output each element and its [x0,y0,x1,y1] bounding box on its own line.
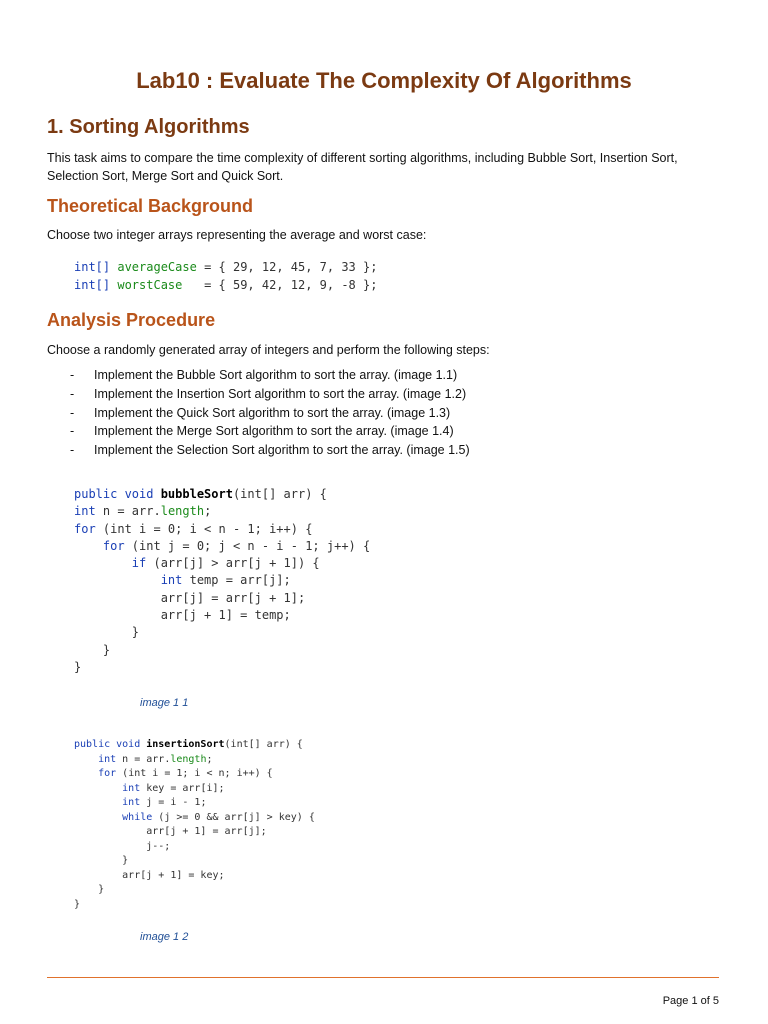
document-title: Lab10 : Evaluate The Complexity Of Algorithms [136,68,632,93]
procedure-heading: Analysis Procedure [47,310,216,330]
footer-divider [47,977,719,978]
page-number: Page 1 of 5 [662,995,719,1007]
code-line: } [74,642,111,657]
code-line [74,276,377,294]
code-text: (int[] arr) { [232,487,327,501]
code-keyword: if [74,556,147,571]
bullet-dash: - [70,443,75,458]
code-line [74,738,315,753]
code-function-name: insertionSort [146,739,225,750]
code-line [74,521,370,538]
code-keyword: for [74,521,96,536]
code-text: temp = arr[j]; [182,573,291,588]
code-line: } [74,855,129,866]
code-line [74,503,370,520]
code-line: arr[j + 1] = key; [74,869,225,881]
code-type: int[] [74,278,111,292]
theory-heading: Theoretical Background [47,196,254,216]
code-text: ; [204,504,212,519]
code-keyword: while [74,811,153,823]
code-text: (int j = 0; j < n - i - 1; j++) { [124,538,371,553]
code-type: int[] [74,260,111,274]
code-identifier: worstCase [117,278,183,292]
image-caption: image 1 2 [140,931,189,943]
code-text: ; [206,753,213,765]
step-text: Implement the Bubble Sort algorithm to sort the array. (image 1.1) [94,368,458,382]
code-text: n = arr. [95,504,161,519]
bullet-dash: - [70,368,75,382]
code-line: arr[j] = arr[j + 1]; [74,590,306,605]
code-function-name: bubbleSort [160,487,233,501]
step-text: Implement the Insertion Sort algorithm to sort the array. (image 1.2) [94,386,467,401]
step-text: Implement the Selection Sort algorithm to sort the array. (image 1.5) [94,443,470,458]
list-item [70,404,470,423]
code-keyword: public void [74,739,147,750]
array-declarations-code [74,258,377,294]
code-identifier: length [170,753,207,765]
theory-text: Choose two integer arrays representing the average and worst case: [47,228,427,242]
code-line [74,767,315,782]
code-values: = { 59, 42, 12, 9, -8 }; [182,278,378,292]
code-line [74,811,315,826]
code-line [74,782,315,797]
list-item [70,441,470,460]
code-line: } [74,625,140,640]
code-identifier: length [160,504,205,519]
code-keyword: for [74,768,117,779]
code-line [74,753,315,768]
bubble-sort-code [74,486,370,676]
code-line [74,258,377,276]
code-line [74,486,370,503]
bullet-dash: - [70,405,75,420]
code-line: arr[j + 1] = temp; [74,608,291,623]
code-line: } [74,898,81,910]
code-line [74,538,370,555]
insertion-sort-code [74,738,315,912]
code-text: (int i = 0; i < n - 1; i++) { [95,521,313,536]
code-text: n = arr. [116,753,171,765]
step-text: Implement the Merge Sort algorithm to sort the array. (image 1.4) [94,424,454,439]
code-keyword: int [74,504,96,519]
code-text: j = i - 1; [140,797,207,808]
code-keyword: public void [74,487,161,501]
code-text: (int i = 1; i < n; i++) { [116,768,273,779]
image-caption: image 1 1 [140,697,189,709]
list-item [70,385,470,404]
code-keyword: int [74,797,141,808]
code-text: (arr[j] > arr[j + 1]) { [146,556,320,571]
code-text: (j >= 0 && arr[j] > key) { [152,811,315,823]
code-line: } [74,884,105,895]
section-heading-sorting: 1. Sorting Algorithms [47,116,250,138]
code-line: } [74,659,82,674]
code-keyword: for [74,538,125,553]
code-line [74,796,315,811]
code-line: j--; [74,840,171,852]
list-item [70,422,470,441]
bullet-dash: - [70,424,75,439]
code-keyword: int [74,573,183,588]
procedure-steps-list [70,366,470,460]
code-identifier: averageCase [117,260,197,274]
code-values: = { 29, 12, 45, 7, 33 }; [196,260,378,274]
procedure-text: Choose a randomly generated array of integers and perform the following steps: [47,343,490,357]
code-line: arr[j + 1] = arr[j]; [74,826,267,837]
list-item [70,366,470,385]
bullet-dash: - [70,386,75,401]
code-line [74,555,370,572]
code-line [74,572,370,589]
code-text: (int[] arr) { [224,739,303,750]
code-keyword: int [74,753,117,765]
section-intro: This task aims to compare the time complexity of different sorting algorithms, including Bubble Sort, Insertion Sort, Selection Sort, Merge Sort and Quick Sort. [47,151,678,183]
code-text: key = arr[i]; [140,782,225,794]
code-keyword: int [74,782,141,794]
step-text: Implement the Quick Sort algorithm to sort the array. (image 1.3) [94,405,451,420]
